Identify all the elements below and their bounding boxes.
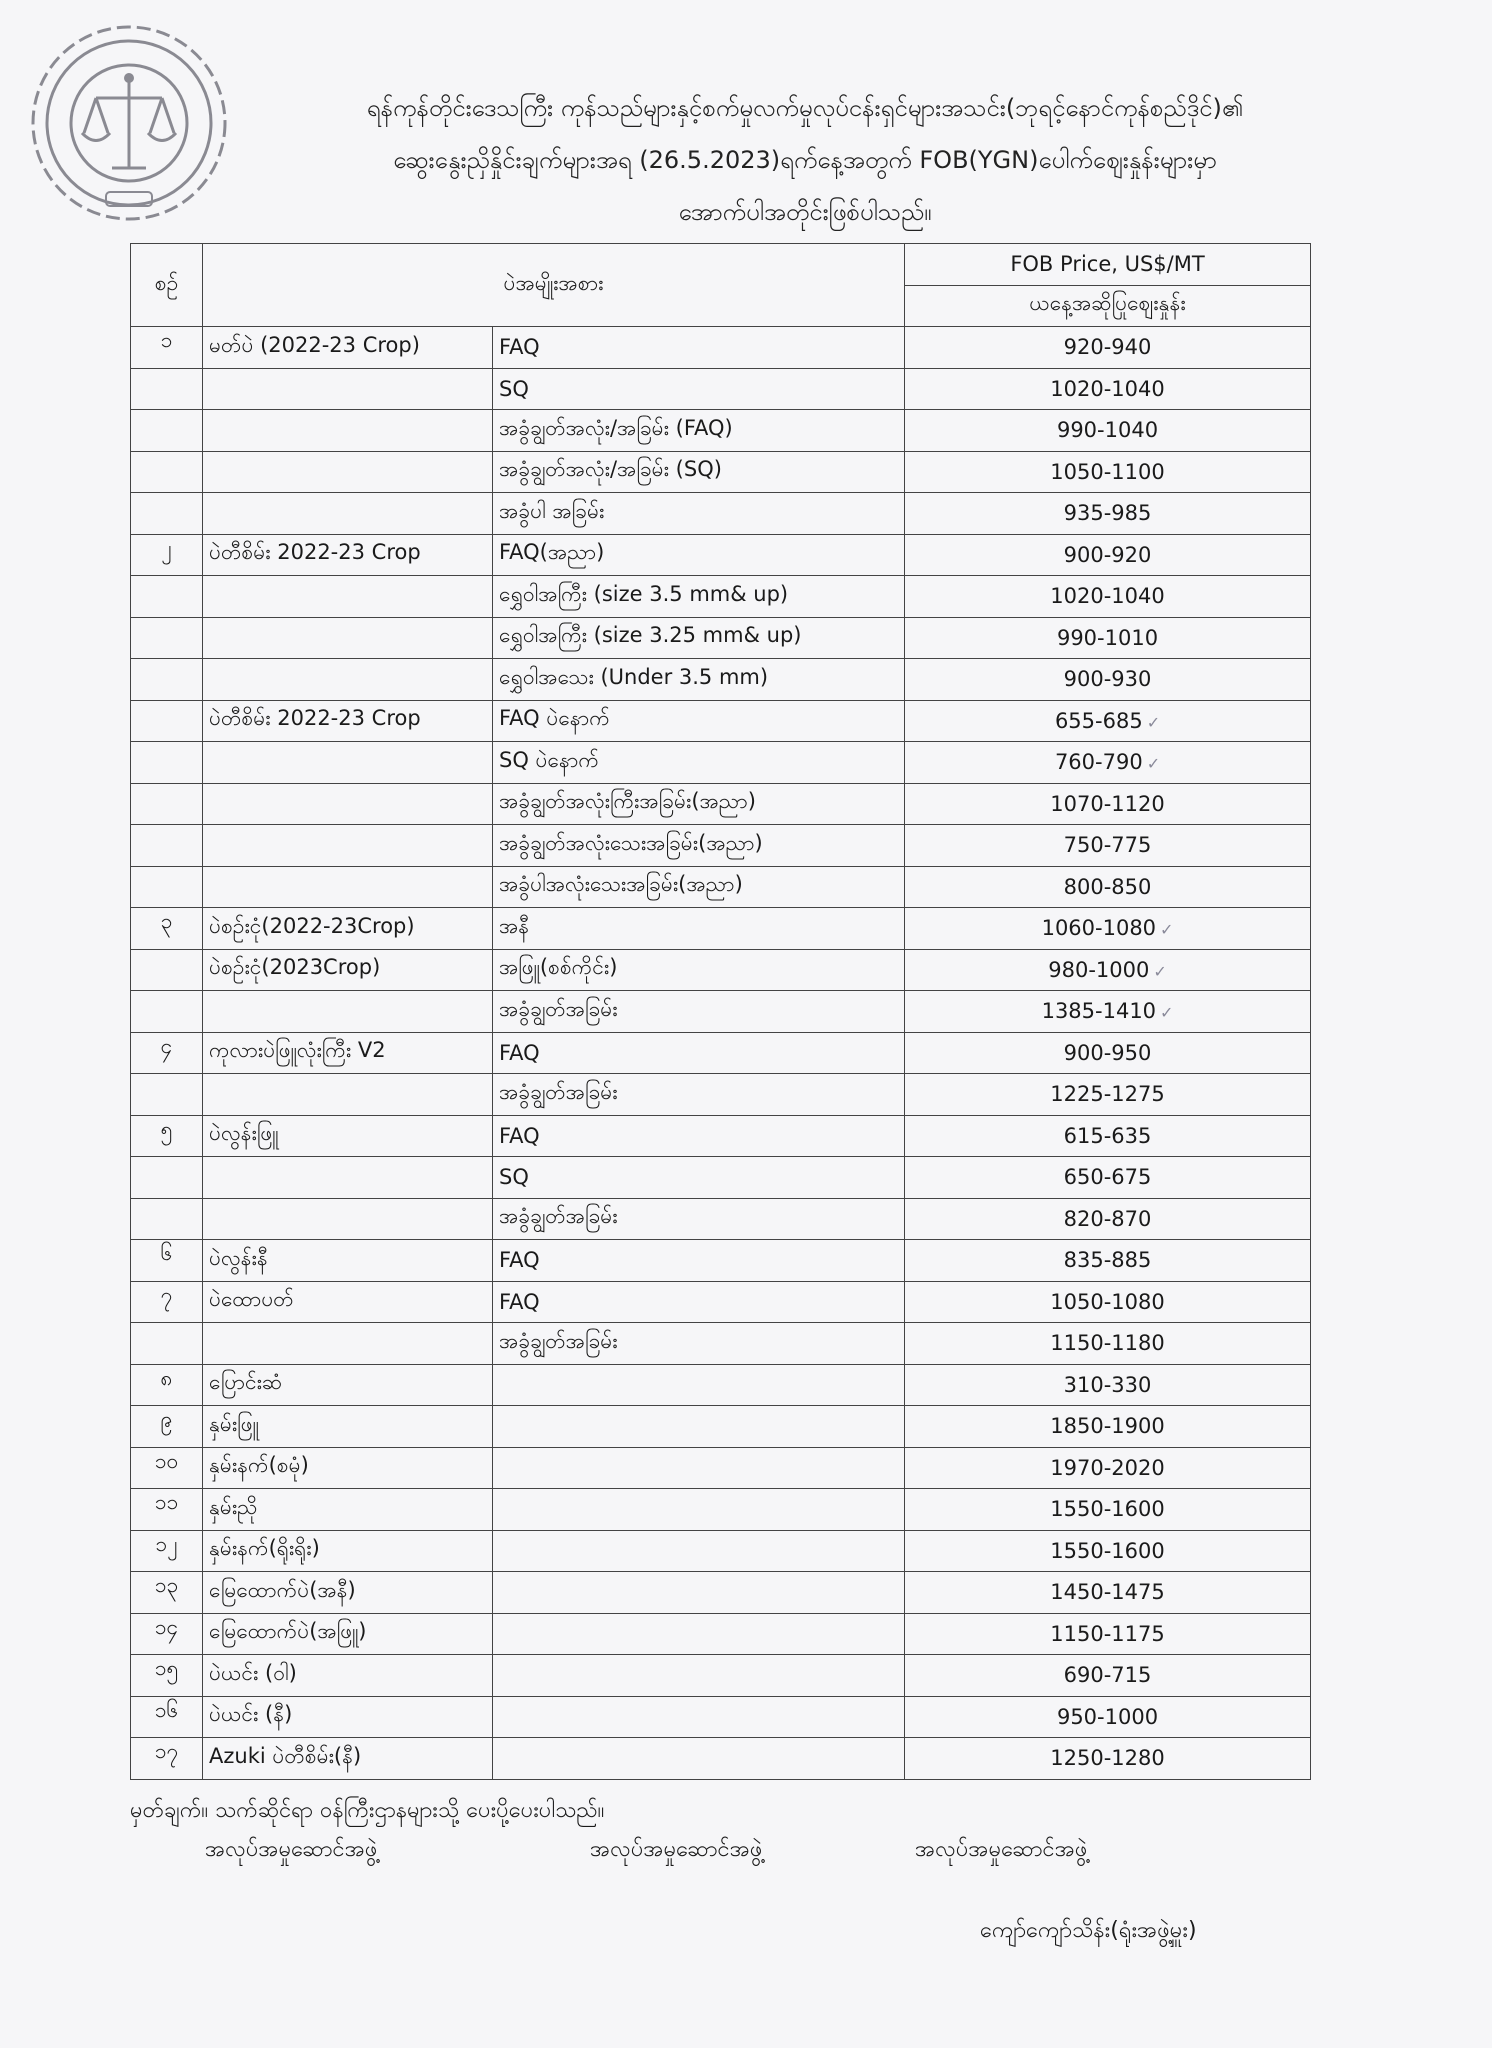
table-row — [131, 410, 1311, 452]
item-grade: အနီ — [493, 908, 905, 950]
item-name — [203, 825, 493, 867]
item-grade — [493, 1696, 905, 1738]
item-grade — [493, 1364, 905, 1406]
table-row — [131, 1447, 1311, 1489]
item-price — [905, 1032, 1311, 1074]
price-value: 1150-1180 — [1050, 1331, 1165, 1356]
row-number: ၃ — [131, 908, 203, 950]
item-name: ပဲစဉ်းငုံ(2023Crop) — [203, 949, 493, 991]
table-row — [131, 368, 1311, 410]
item-price — [905, 908, 1311, 950]
check-mark-icon: ✓ — [1160, 920, 1174, 940]
row-number — [131, 659, 203, 701]
price-value: 820-870 — [1063, 1206, 1152, 1231]
table-row — [131, 1074, 1311, 1116]
item-grade: ရွှေဝါအသေး (Under 3.5 mm) — [493, 659, 905, 701]
item-grade: အခွံချွတ်အခြမ်း — [493, 1074, 905, 1116]
row-number — [131, 991, 203, 1033]
item-price — [905, 327, 1311, 369]
item-price — [905, 1530, 1311, 1572]
item-price — [905, 700, 1311, 742]
item-price — [905, 368, 1311, 410]
item-name — [203, 866, 493, 908]
item-price — [905, 1364, 1311, 1406]
item-grade: အခွံချွတ်အခြမ်း — [493, 991, 905, 1033]
table-row — [131, 700, 1311, 742]
table-row — [131, 576, 1311, 618]
row-number: ၆ — [131, 1240, 203, 1282]
item-name: ပဲလွန်းနီ — [203, 1240, 493, 1282]
row-number — [131, 617, 203, 659]
row-number — [131, 1198, 203, 1240]
item-name: ကုလားပဲဖြူလုံးကြီး V2 — [203, 1032, 493, 1074]
item-grade: SQ ပဲနောက် — [493, 742, 905, 784]
price-value: 1020-1040 — [1050, 584, 1165, 609]
price-value: 1225-1275 — [1050, 1082, 1165, 1107]
item-grade: FAQ(အညာ) — [493, 534, 905, 576]
footer-note: မှတ်ချက်။ သက်ဆိုင်ရာ ဝန်ကြီးဌာနများသို့ ပေးပို့ပေးပါသည်။ — [130, 1798, 605, 1823]
price-table-body — [131, 327, 1311, 1780]
table-row — [131, 908, 1311, 950]
table-row — [131, 617, 1311, 659]
item-price — [905, 1447, 1311, 1489]
item-price — [905, 742, 1311, 784]
item-grade: FAQ — [493, 327, 905, 369]
price-value: 1150-1175 — [1050, 1621, 1165, 1646]
item-grade — [493, 1572, 905, 1614]
check-mark-icon: ✓ — [1146, 712, 1161, 732]
item-grade: အခွံချွတ်အလုံး/အခြမ်း (SQ) — [493, 451, 905, 493]
table-row — [131, 451, 1311, 493]
row-number — [131, 1074, 203, 1116]
table-row — [131, 1281, 1311, 1323]
row-number — [131, 368, 203, 410]
price-value: 1850-1900 — [1050, 1414, 1165, 1439]
item-name — [203, 1198, 493, 1240]
item-price — [905, 659, 1311, 701]
item-name — [203, 1323, 493, 1365]
row-number — [131, 866, 203, 908]
committee-label-1: အလုပ်အမှုဆောင်အဖွဲ့ — [205, 1837, 378, 1862]
item-name: ပဲယင်း (နီ) — [203, 1696, 493, 1738]
table-row — [131, 1655, 1311, 1697]
item-grade — [493, 1738, 905, 1780]
row-number: ၁၀ — [131, 1447, 203, 1489]
item-grade: FAQ — [493, 1281, 905, 1323]
table-row — [131, 1613, 1311, 1655]
col-header-price-sub: ယနေ့အဆိုပြုဈေးနှုန်း — [905, 285, 1311, 327]
item-grade: FAQ — [493, 1240, 905, 1282]
item-price — [905, 1281, 1311, 1323]
price-value: 760-790 — [1054, 750, 1143, 775]
price-value: 935-985 — [1063, 501, 1152, 526]
table-row — [131, 1530, 1311, 1572]
item-name: နှမ်းဖြူ — [203, 1406, 493, 1448]
price-value: 1550-1600 — [1050, 1497, 1165, 1522]
row-number: ၄ — [131, 1032, 203, 1074]
item-name: နှမ်းနက်(စမုံ) — [203, 1447, 493, 1489]
price-value: 1050-1100 — [1050, 459, 1165, 484]
table-row — [131, 493, 1311, 535]
row-number: ၂ — [131, 534, 203, 576]
table-row — [131, 825, 1311, 867]
price-value: 990-1040 — [1056, 418, 1159, 443]
item-grade: FAQ ပဲနောက် — [493, 700, 905, 742]
item-price — [905, 1406, 1311, 1448]
col-header-price: FOB Price, US$/MT — [905, 244, 1311, 286]
price-value: 655-685 — [1054, 708, 1143, 733]
row-number: ၁၇ — [131, 1738, 203, 1780]
item-price — [905, 991, 1311, 1033]
header-line-2: ဆွေးနွေးညှိနှိုင်းချက်များအရ (26.5.2023)ရက်နေ့အတွက် FOB(YGN)ပေါက်ဈေးနှုန်းများမှာ — [393, 146, 1217, 174]
table-row — [131, 949, 1311, 991]
price-value: 1070-1120 — [1050, 791, 1165, 816]
item-price — [905, 1613, 1311, 1655]
price-value: 900-930 — [1063, 667, 1152, 692]
item-price — [905, 1738, 1311, 1780]
row-number — [131, 949, 203, 991]
item-price — [905, 1115, 1311, 1157]
col-header-item: ပဲအမျိုးအစား — [203, 244, 905, 327]
item-name — [203, 617, 493, 659]
price-value: 1550-1600 — [1050, 1538, 1165, 1563]
table-row — [131, 1323, 1311, 1365]
item-price — [905, 1323, 1311, 1365]
item-price — [905, 866, 1311, 908]
price-value: 1060-1080 — [1041, 916, 1157, 941]
item-grade — [493, 1406, 905, 1448]
item-grade: အခွံပါအလုံးသေးအခြမ်း(အညာ) — [493, 866, 905, 908]
item-grade — [493, 1613, 905, 1655]
item-name: ပဲထောပတ် — [203, 1281, 493, 1323]
row-number — [131, 1323, 203, 1365]
table-row — [131, 866, 1311, 908]
row-number: ၇ — [131, 1281, 203, 1323]
row-number — [131, 410, 203, 452]
table-row — [131, 991, 1311, 1033]
item-name: နှမ်းညို — [203, 1489, 493, 1531]
row-number — [131, 493, 203, 535]
row-number: ၉ — [131, 1406, 203, 1448]
row-number: ၈ — [131, 1364, 203, 1406]
item-name — [203, 368, 493, 410]
item-price — [905, 1572, 1311, 1614]
item-price — [905, 617, 1311, 659]
item-grade: အခွံချွတ်အခြမ်း — [493, 1323, 905, 1365]
item-name: နှမ်းနက်(ရိုးရိုး) — [203, 1530, 493, 1572]
table-row — [131, 1406, 1311, 1448]
table-row — [131, 783, 1311, 825]
price-value: 1020-1040 — [1050, 376, 1165, 401]
item-price — [905, 1696, 1311, 1738]
check-mark-icon: ✓ — [1153, 961, 1167, 981]
scales-seal-icon — [24, 18, 234, 228]
price-value: 1050-1080 — [1050, 1289, 1165, 1314]
item-price — [905, 1655, 1311, 1697]
item-price — [905, 1489, 1311, 1531]
row-number: ၁၁ — [131, 1489, 203, 1531]
item-name: မြေထောက်ပဲ(အနီ) — [203, 1572, 493, 1614]
item-price — [905, 1157, 1311, 1199]
table-header-row — [131, 244, 1311, 286]
price-value: 750-775 — [1063, 833, 1152, 858]
item-grade: အခွံပါ အခြမ်း — [493, 493, 905, 535]
item-price — [905, 1074, 1311, 1116]
table-row — [131, 1032, 1311, 1074]
table-row — [131, 742, 1311, 784]
table-row — [131, 1364, 1311, 1406]
price-value: 690-715 — [1063, 1663, 1152, 1688]
item-price — [905, 576, 1311, 618]
item-price — [905, 1240, 1311, 1282]
table-row — [131, 1738, 1311, 1780]
row-number: ၅ — [131, 1115, 203, 1157]
signatory-name: ကျော်ကျော်သိန်း(ရုံးအဖွဲ့မှူး) — [980, 1918, 1197, 1943]
item-price — [905, 783, 1311, 825]
item-name — [203, 1157, 493, 1199]
header-line-3: အောက်ပါအတိုင်းဖြစ်ပါသည်။ — [678, 198, 932, 226]
row-number — [131, 825, 203, 867]
row-number — [131, 451, 203, 493]
item-grade: အဖြူ(စစ်ကိုင်း) — [493, 949, 905, 991]
item-name: မတ်ပဲ (2022-23 Crop) — [203, 327, 493, 369]
committee-label-2: အလုပ်အမှုဆောင်အဖွဲ့ — [590, 1837, 763, 1862]
table-row — [131, 327, 1311, 369]
item-price — [905, 534, 1311, 576]
table-row — [131, 1572, 1311, 1614]
price-value: 1970-2020 — [1050, 1455, 1165, 1480]
item-name: ပဲတီစိမ်း 2022-23 Crop — [203, 700, 493, 742]
item-name — [203, 991, 493, 1033]
item-grade — [493, 1655, 905, 1697]
item-name — [203, 451, 493, 493]
item-name: ပဲစဉ်းငုံ(2022-23Crop) — [203, 908, 493, 950]
row-number — [131, 700, 203, 742]
item-price — [905, 493, 1311, 535]
row-number: ၁၅ — [131, 1655, 203, 1697]
row-number — [131, 783, 203, 825]
row-number: ၁ — [131, 327, 203, 369]
item-price — [905, 1198, 1311, 1240]
item-price — [905, 949, 1311, 991]
item-name — [203, 783, 493, 825]
document-header — [240, 82, 1370, 238]
price-value: 920-940 — [1063, 335, 1152, 360]
row-number: ၁၆ — [131, 1696, 203, 1738]
item-grade: အခွံချွတ်အလုံးသေးအခြမ်း(အညာ) — [493, 825, 905, 867]
item-name: Azuki ပဲတီစိမ်း(နီ) — [203, 1738, 493, 1780]
price-value: 1450-1475 — [1050, 1580, 1165, 1605]
table-row — [131, 534, 1311, 576]
price-value: 1385-1410 — [1041, 999, 1157, 1024]
item-name: ပဲတီစိမ်း 2022-23 Crop — [203, 534, 493, 576]
table-row — [131, 1115, 1311, 1157]
item-name — [203, 410, 493, 452]
row-number: ၁၄ — [131, 1613, 203, 1655]
item-grade — [493, 1447, 905, 1489]
item-grade: FAQ — [493, 1032, 905, 1074]
item-grade: FAQ — [493, 1115, 905, 1157]
price-table — [130, 243, 1311, 1780]
item-grade: ရွှေဝါအကြီး (size 3.25 mm& up) — [493, 617, 905, 659]
committee-label-3: အလုပ်အမှုဆောင်အဖွဲ့ — [915, 1837, 1088, 1862]
item-name — [203, 659, 493, 701]
item-name — [203, 576, 493, 618]
item-price — [905, 825, 1311, 867]
price-value: 310-330 — [1063, 1372, 1152, 1397]
price-value: 800-850 — [1063, 874, 1152, 899]
price-value: 615-635 — [1063, 1123, 1152, 1148]
item-name: ပြောင်းဆံ — [203, 1364, 493, 1406]
row-number: ၁၃ — [131, 1572, 203, 1614]
item-price — [905, 451, 1311, 493]
table-row — [131, 1157, 1311, 1199]
price-value: 650-675 — [1063, 1165, 1152, 1190]
price-value: 835-885 — [1063, 1248, 1152, 1273]
item-grade: SQ — [493, 1157, 905, 1199]
item-price — [905, 410, 1311, 452]
item-name — [203, 742, 493, 784]
item-grade: ရွှေဝါအကြီး (size 3.5 mm& up) — [493, 576, 905, 618]
item-name — [203, 1074, 493, 1116]
table-row — [131, 659, 1311, 701]
item-grade: အခွံချွတ်အလုံး/အခြမ်း (FAQ) — [493, 410, 905, 452]
price-value: 980-1000 — [1048, 957, 1150, 982]
row-number: ၁၂ — [131, 1530, 203, 1572]
item-grade: SQ — [493, 368, 905, 410]
table-row — [131, 1198, 1311, 1240]
price-value: 1250-1280 — [1050, 1746, 1165, 1771]
item-name: မြေထောက်ပဲ(အဖြူ) — [203, 1613, 493, 1655]
check-mark-icon: ✓ — [1146, 754, 1161, 774]
price-value: 950-1000 — [1056, 1704, 1159, 1729]
item-grade — [493, 1489, 905, 1531]
row-number — [131, 742, 203, 784]
row-number — [131, 576, 203, 618]
item-grade — [493, 1530, 905, 1572]
check-mark-icon: ✓ — [1160, 1003, 1174, 1023]
price-value: 990-1010 — [1056, 625, 1159, 650]
item-name: ပဲလွန်းဖြူ — [203, 1115, 493, 1157]
col-header-no: စဉ် — [131, 244, 203, 327]
price-value: 900-950 — [1063, 1040, 1152, 1065]
row-number — [131, 1157, 203, 1199]
table-row — [131, 1240, 1311, 1282]
table-row — [131, 1696, 1311, 1738]
item-grade: အခွံချွတ်အခြမ်း — [493, 1198, 905, 1240]
item-name — [203, 493, 493, 535]
header-line-1: ရန်ကုန်တိုင်းဒေသကြီး ကုန်သည်များနှင့်စက်မှုလက်မှုလုပ်ငန်းရှင်များအသင်း(ဘုရင့်နောင်ကုန်စည်ဒိုင်)၏ — [366, 94, 1244, 122]
table-row — [131, 1489, 1311, 1531]
price-value: 900-920 — [1063, 542, 1152, 567]
item-grade: အခွံချွတ်အလုံးကြီးအခြမ်း(အညာ) — [493, 783, 905, 825]
item-name: ပဲယင်း (ဝါ) — [203, 1655, 493, 1697]
